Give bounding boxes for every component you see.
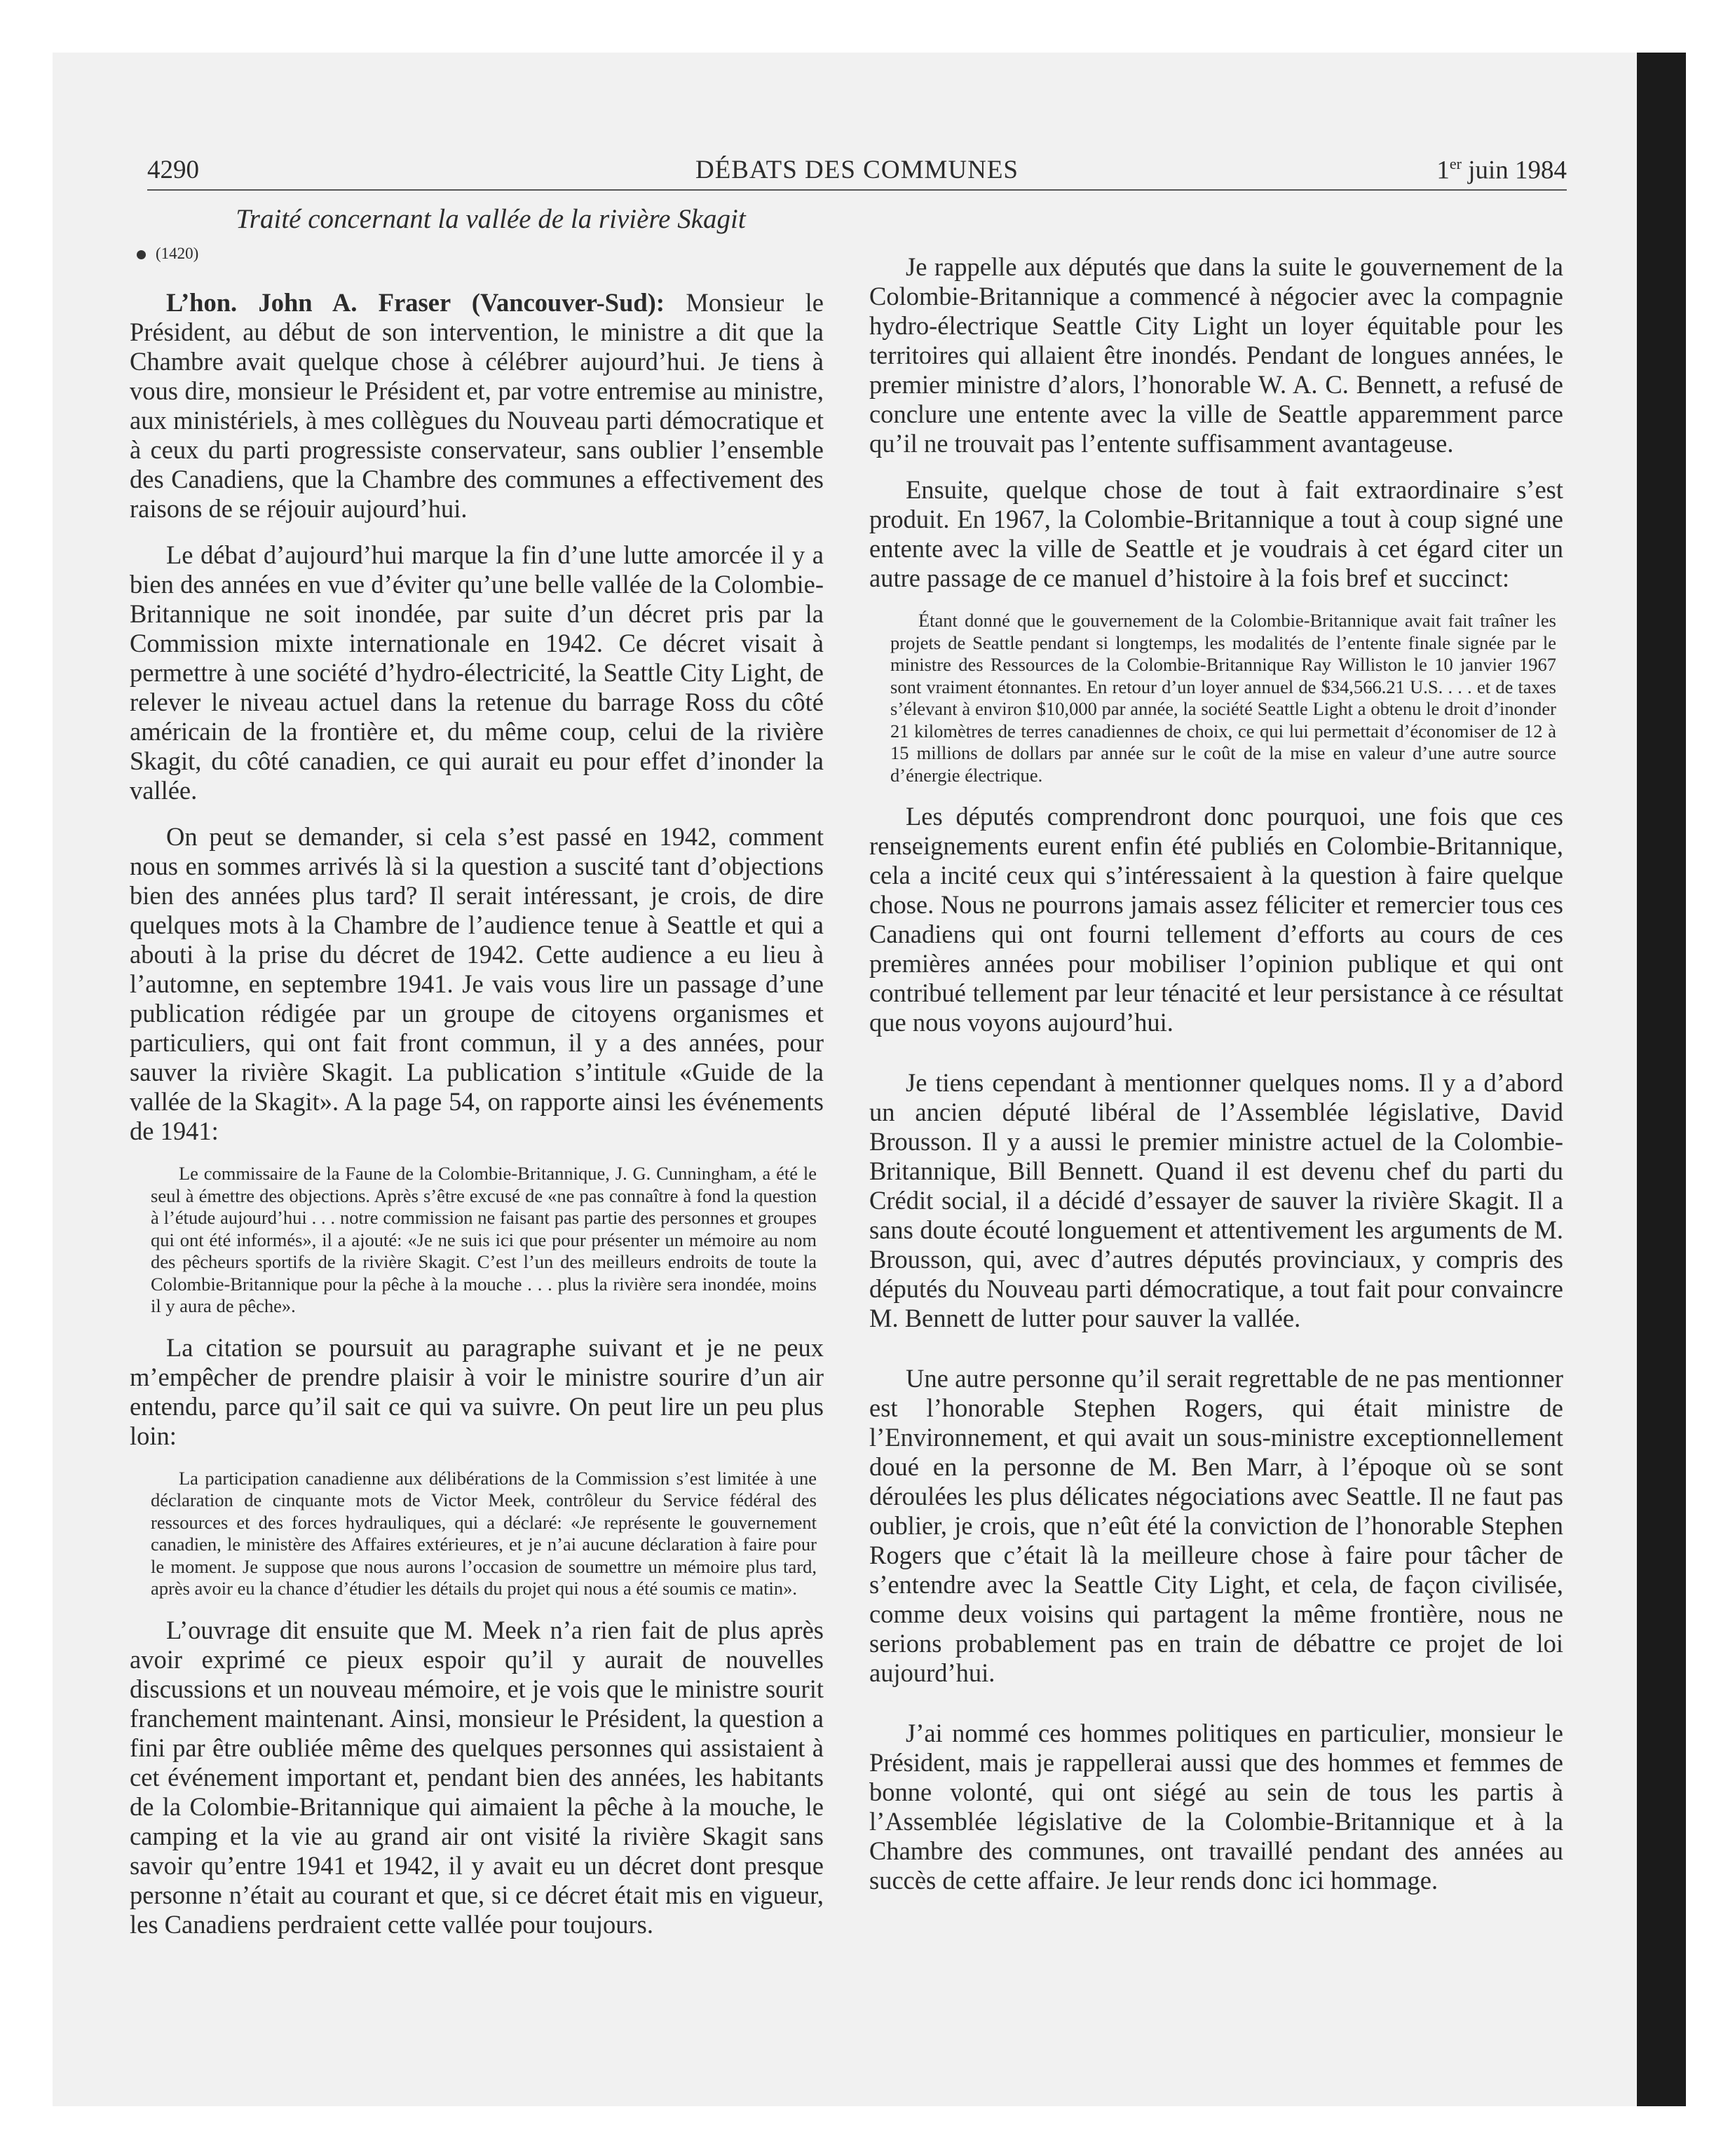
timestamp <box>130 245 824 263</box>
page-header <box>147 150 1567 191</box>
left-column <box>130 203 824 1956</box>
paragraph: Je rappelle aux députés que dans la suite le gouvernement de la Colombie-Britannique a commencé à négocier avec la compagnie hydro-électrique Seattle City Light un loyer équitable pour les territoires qui allaient être inondés. Pendant de longues années, le premier ministre d’alors, l’honorable W. A. C. Bennett, a refusé de conclure une entente avec la ville de Seattle apparemment parce qu’il ne trouvait pas l’entente suffisamment avantageuse. <box>869 252 1563 458</box>
paragraph-text: Monsieur le Président, au début de son intervention, le ministre a dit que la Chambre avait quelque chose à célébrer aujourd’hui. Je tiens à vous dire, monsieur le Président et, par votre entremise au ministre, aux ministériels, à mes collègues du Nouveau parti démocratique et à ceux du parti progressiste conservateur, sans oublier l’ensemble des Canadiens, que la Chambre des communes a effectivement des raisons de se réjouir aujourd’hui. <box>130 288 824 523</box>
date-rest: juin 1984 <box>1461 156 1567 184</box>
paragraph: Une autre personne qu’il serait regrettable de ne pas mentionner est l’honorable Stephen Rogers, qui était ministre de l’Environnement, et qui avait un sous-ministre exceptionnellement doué en la personne de M. Ben Marr, à l’époque où se sont déroulées les plus délicates négociations avec Seattle. Il ne faut pas oublier, je crois, que n’eût été la conviction de l’honorable Stephen Rogers que c’était là la meilleure chose à faire pour tâcher de s’entendre avec la Seattle City Light, et cela, de façon civilisée, comme deux voisins qui partagent la même frontière, nous ne serions probablement pas en train de débattre ce projet de loi aujourd’hui. <box>869 1364 1563 1687</box>
block-quote: Le commissaire de la Faune de la Colombie-Britannique, J. G. Cunningham, a été le seul à émettre des objections. Après s’être excusé de «ne pas connaître à fond la question à l’étude aujourd’hui . . . notre commission ne faisant pas partie des personnes et groupes qui ont été informés», il a ajouté: «Je ne suis ici que pour présenter un mémoire au nom des pêcheurs sportifs de la rivière Skagit. C’est l’un des meilleurs endroits de toute la Colombie-Britannique pour la pêche à la mouche . . . plus la rivière sera inondée, moins il y aura de pêche». <box>151 1163 817 1316</box>
section-title: Traité concernant la vallée de la rivière Skagit <box>236 204 746 234</box>
page-date <box>1436 155 1567 185</box>
speaker-name: L’hon. John A. Fraser (Vancouver-Sud): <box>166 288 665 317</box>
paragraph: La citation se poursuit au paragraphe suivant et je ne peux m’empêcher de prendre plaisir à voir le ministre sourire d’un air entendu, parce qu’il sait ce qui va suivre. On peut lire un peu plus loin: <box>130 1332 824 1450</box>
date-ordinal: er <box>1449 154 1462 172</box>
bullet-icon <box>137 250 146 259</box>
journal-title: DÉBATS DES COMMUNES <box>695 156 1019 184</box>
paragraph: L’ouvrage dit ensuite que M. Meek n’a rien fait de plus après avoir exprimé ce pieux espoir qu’il y aurait de nouvelles discussions et un nouveau mémoire, et je vois que le ministre sourit franchement maintenant. Ainsi, monsieur le Président, la question a fini par être oubliée même des quelques personnes qui assistaient à cet événement important et, pendant bien des années, les habitants de la Colombie-Britannique qui aimaient la pêche à la mouche, le camping et la vie au grand air ont visité la rivière Skagit sans savoir qu’entre 1941 et 1942, il y avait eu un décret dont presque personne n’était au courant et que, si ce décret était mis en vigueur, les Canadiens perdraient cette vallée pour toujours. <box>130 1615 824 1939</box>
paragraph: Le débat d’aujourd’hui marque la fin d’une lutte amorcée il y a bien des années en vue d’éviter qu’une belle vallée de la Colombie-Britannique ne soit inondée, par suite d’un décret pris par la Commission mixte internationale en 1942. Ce décret visait à permettre à une société d’hydro-électricité, la Seattle City Light, de relever le niveau actuel dans la retenue du barrage Ross du côté américain de la frontière et, du même coup, celui de la rivière Skagit, du côté canadien, ce qui aurait eu pour effet d’inonder la vallée. <box>130 540 824 805</box>
scan-edge-bar <box>1637 53 1686 2106</box>
paragraph <box>130 288 824 524</box>
paragraph: J’ai nommé ces hommes politiques en particulier, monsieur le Président, mais je rappellerai aussi que des hommes et femmes de bonne volonté, qui ont siégé au sein de tous les partis à l’Assemblée législative de la Colombie-Britannique et à la Chambre des communes, ont travaillé pendant des années au succès de cette affaire. Je leur rends donc ici hommage. <box>869 1719 1563 1895</box>
page-number: 4290 <box>147 156 199 184</box>
timestamp-text: (1420) <box>156 245 199 262</box>
block-quote: Étant donné que le gouvernement de la Colombie-Britannique avait fait traîner les projets de Seattle pendant si longtemps, les modalités de l’entente finale signée par le ministre des Ressources de la Colombie-Britannique Ray Williston le 10 janvier 1967 sont vraiment étonnantes. En retour d’un loyer annuel de $34,566.21 U.S. . . . et de taxes s’élevant à environ $10,000 par année, la société Seattle Light a obtenu le droit d’inonder 21 kilomètres de terres canadiennes de choix, ce qui lui permettait d’économiser de 12 à 15 millions de dollars par année sur le coût de la mise en valeur d’une autre source d’énergie électrique. <box>890 610 1556 786</box>
paragraph: Les députés comprendront donc pourquoi, une fois que ces renseignements eurent enfin été publiés en Colombie-Britannique, cela a incité ceux qui s’intéressaient à la question à faire quelque chose. Nous ne pourrons jamais assez féliciter et remercier tous ces Canadiens qui ont fourni tellement d’efforts au cours de ces premières années pour mobiliser l’opinion publique et qui ont contribué tellement par leur ténacité et leur persistance à ce résultat que nous voyons aujourd’hui. <box>869 802 1563 1037</box>
paragraph: Ensuite, quelque chose de tout à fait extraordinaire s’est produit. En 1967, la Colombie-Britannique a tout à coup signé une entente avec la ville de Seattle et je voudrais à cet égard citer un autre passage de ce manuel d’histoire à la fois bref et succinct: <box>869 475 1563 592</box>
date-day: 1 <box>1436 156 1450 184</box>
paragraph: On peut se demander, si cela s’est passé en 1942, comment nous en sommes arrivés là si la question a suscité tant d’objections bien des années plus tard? Il serait intéressant, je crois, de dire quelques mots à la Chambre de l’audience tenue à Seattle et qui a abouti à la prise du décret de 1942. Cette audience a eu lieu à l’automne, en septembre 1941. Je vais vous lire un passage d’une publication rédigée par un groupe de citoyens organismes et particuliers, qui ont fait front commun, il y a des années, pour sauver la rivière Skagit. La publication s’intitule «Guide de la vallée de la Skagit». A la page 54, on rapporte ainsi les événements de 1941: <box>130 822 824 1145</box>
block-quote: La participation canadienne aux délibérations de la Commission s’est limitée à une déclaration de cinquante mots de Victor Meek, contrôleur du Service fédéral des ressources et des forces hydrauliques, qui a déclaré: «Je représente le gouvernement canadien, le ministère des Affaires extérieures, et je n’ai aucune déclaration à faire pour le moment. Je suppose que nous aurons l’occasion de soumettre un mémoire plus tard, après avoir eu la chance d’étudier les détails du projet qui nous a été soumis ce matin». <box>151 1467 817 1599</box>
paragraph: Je tiens cependant à mentionner quelques noms. Il y a d’abord un ancien député libéral de l’Assemblée législative, David Brousson. Il y a aussi le premier ministre actuel de la Colombie-Britannique, Bill Bennett. Quand il est devenu chef du parti du Crédit social, il a décidé d’essayer de sauver la rivière Skagit. Il a sans doute écouté longuement et attentivement les arguments de M. Brousson, qui, avec d’autres députés provinciaux, y compris des députés du Nouveau parti démocratique, a tout fait pour convaincre M. Bennett de lutter pour sauver la vallée. <box>869 1068 1563 1332</box>
right-column <box>869 203 1563 1912</box>
